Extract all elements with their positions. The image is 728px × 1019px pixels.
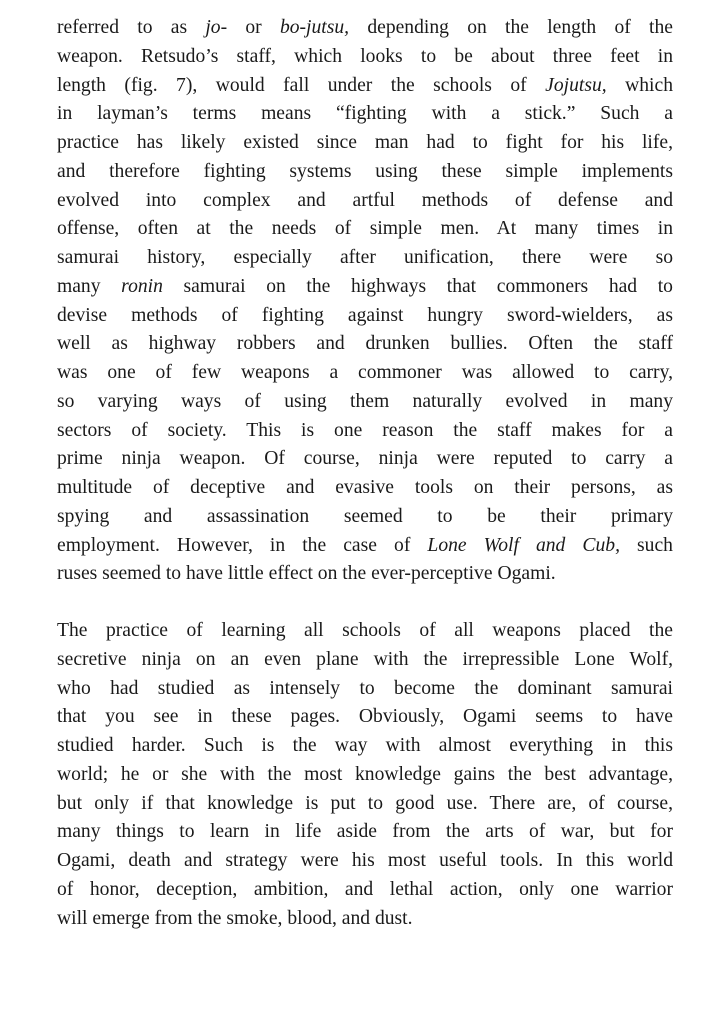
text-segment: or: [227, 17, 280, 38]
text-line: [57, 129, 673, 158]
text-line: [57, 474, 673, 503]
text-line: [57, 675, 673, 704]
italic-term: bo-jutsu,: [279, 17, 350, 38]
text-segment: samurai on the highways that commoners had to: [162, 275, 673, 297]
text-line: [57, 646, 673, 675]
text-segment: well as highway robbers and drunken bullies. Often the staff: [57, 333, 673, 355]
text-segment: and therefore fighting systems using these simple implements: [57, 160, 673, 182]
italic-term: Jojutsu,: [545, 74, 607, 96]
text-segment: depending on the length of the: [349, 17, 673, 38]
text-line: [57, 445, 673, 474]
text-segment: spying and assassination seemed to be their primary: [57, 505, 673, 527]
text-line: [57, 818, 673, 847]
text-segment: evolved into complex and artful methods of defense and: [57, 189, 673, 211]
text-segment: Ogami, death and strategy were his most useful tools. In this world: [57, 850, 673, 871]
text-segment: many things to learn in life aside from the arts of war, but for: [57, 821, 673, 843]
text-segment: which: [606, 74, 673, 96]
text-segment: studied harder. Such is the way with almost everything in this: [57, 735, 673, 756]
text-line: [57, 100, 673, 129]
text-segment: practice has likely existed since man had to fight for his life,: [57, 132, 673, 153]
text-line: [57, 388, 673, 417]
text-segment: referred to as: [57, 17, 206, 38]
text-line: [57, 302, 673, 331]
text-line: [57, 14, 673, 43]
text-line: [57, 876, 673, 905]
text-segment: ruses seemed to have little effect on the ever-perceptive Ogami.: [57, 563, 556, 585]
text-line: [57, 187, 673, 216]
text-line: [57, 72, 673, 101]
text-line: [57, 732, 673, 761]
text-segment: sectors of society. This is one reason the staff makes for a: [57, 419, 673, 441]
text-line: [57, 244, 673, 273]
text-segment: such: [619, 534, 673, 556]
text-segment: prime ninja weapon. Of course, ninja were reputed to carry a: [57, 448, 673, 470]
text-line: [57, 532, 673, 561]
text-line: [57, 273, 673, 302]
text-segment: in layman’s terms means “fighting with a stick.” Such a: [57, 103, 673, 125]
text-segment: offense, often at the needs of simple men. At many times in: [57, 218, 673, 240]
text-segment: multitude of deceptive and evasive tools on their persons, as: [57, 477, 673, 498]
paragraph: [57, 617, 673, 933]
text-line: [57, 503, 673, 532]
text-segment: who had studied as intensely to become the dominant samurai: [57, 677, 673, 699]
text-line: [57, 560, 673, 589]
text-segment: so varying ways of using them naturally evolved in many: [57, 390, 673, 412]
text-line: [57, 790, 673, 819]
text-line: [57, 215, 673, 244]
text-line: [57, 847, 673, 876]
text-segment: of honor, deception, ambition, and lethal action, only one warrior: [57, 878, 673, 900]
text-line: [57, 905, 673, 934]
text-line: [57, 761, 673, 790]
text-line: [57, 617, 673, 646]
text-line: [57, 158, 673, 187]
text-segment: weapon. Retsudo’s staff, which looks to be about three feet in: [57, 45, 673, 67]
text-segment: was one of few weapons a commoner was allowed to carry,: [57, 362, 673, 383]
text-segment: that you see in these pages. Obviously, Ogami seems to have: [57, 706, 673, 728]
italic-term: Lone Wolf and Cub,: [427, 534, 620, 556]
text-segment: employment. However, in the case of: [57, 534, 428, 556]
text-line: [57, 43, 673, 72]
text-line: [57, 330, 673, 359]
text-segment: will emerge from the smoke, blood, and dust.: [57, 907, 413, 929]
text-segment: many: [57, 275, 122, 297]
text-line: [57, 417, 673, 446]
text-line: [57, 359, 673, 388]
italic-term: ronin: [121, 275, 163, 297]
italic-term: jo-: [205, 17, 228, 38]
text-segment: samurai history, especially after unification, there were so: [57, 247, 673, 268]
text-line: [57, 703, 673, 732]
text-segment: length (fig. 7), would fall under the schools of: [57, 74, 546, 96]
text-segment: devise methods of fighting against hungry sword-wielders, as: [57, 304, 673, 326]
text-segment: The practice of learning all schools of all weapons placed the: [57, 620, 673, 641]
text-segment: but only if that knowledge is put to good use. There are, of course,: [57, 792, 673, 814]
text-segment: secretive ninja on an even plane with the irrepressible Lone Wolf,: [57, 648, 673, 670]
text-segment: world; he or she with the most knowledge gains the best advantage,: [57, 763, 673, 785]
paragraph: [57, 14, 673, 589]
document-page: [57, 14, 673, 933]
